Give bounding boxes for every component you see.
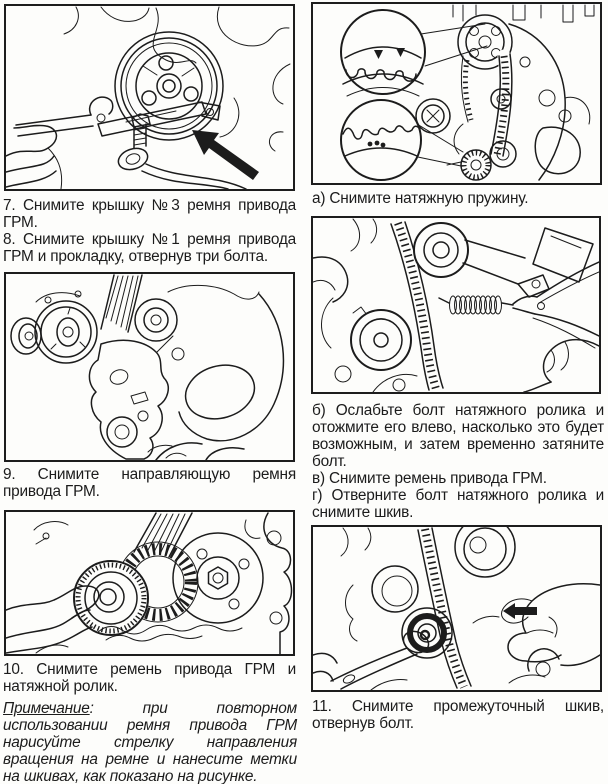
black-arrow-icon (192, 130, 259, 180)
step-g-text: г) Отверните болт натяжного ролика и снимите шкив. (312, 487, 604, 521)
timing-belt-match-marks-illustration (313, 4, 600, 183)
pliers (513, 262, 599, 348)
step-a (312, 190, 604, 207)
step-b-text: б) Ослабьте болт натяжного ролика и отожмите его влево, насколько это будет возможным, и затем временно затяните болт. (312, 402, 604, 470)
timing-belt-guide-removal-illustration (6, 512, 293, 654)
note-label: Примечание (3, 700, 90, 717)
match-mark-dot-2 (375, 141, 380, 146)
step-10 (3, 661, 296, 695)
lower-pulley (351, 310, 411, 370)
wrench (331, 627, 432, 689)
timing-belt-cover-removal-illustration (6, 274, 293, 460)
mechanic-hand (6, 125, 62, 189)
step-10-text: 10. Снимите ремень привода ГРМ и натяжной ролик. (3, 661, 296, 695)
hand-below (148, 443, 244, 460)
step-9-text: 9. Снимите направляющую ремня привода ГРМ. (3, 466, 296, 500)
tensioner-pulley (414, 223, 549, 297)
figure-match-marks (311, 2, 602, 185)
upper-pulley (455, 527, 515, 577)
step-11 (312, 698, 604, 732)
left-ring (372, 566, 418, 612)
figure-tension-spring (311, 216, 601, 394)
step-7-text: 7. Снимите крышку №3 ремня привода ГРМ. (3, 197, 296, 231)
black-arrow-icon (503, 603, 537, 619)
figure-crank-pulley-tool (4, 4, 295, 191)
idler (135, 299, 177, 341)
callout-bottom (341, 100, 463, 180)
note-block (3, 700, 297, 784)
engine-silhouette (453, 5, 594, 180)
figure-belt-guide (4, 510, 295, 656)
step-8-text: 8. Снимите крышку №1 ремня привода ГРМ и прокладку, отвернув три болта. (3, 231, 296, 265)
tension-spring-removal-illustration (313, 218, 599, 392)
match-mark-dot-3 (381, 143, 386, 148)
background (313, 528, 407, 690)
background-right-plate (533, 228, 593, 282)
tension-spring (439, 296, 513, 314)
mechanic-hand (473, 584, 600, 666)
steps-7-8 (3, 197, 296, 265)
engine-background-lines (64, 7, 290, 151)
step-v-text: в) Снимите ремень привода ГРМ. (312, 470, 547, 487)
engine-outline (245, 513, 292, 654)
belt-cover (89, 340, 168, 459)
top-left-bracket (34, 522, 68, 544)
steps-b-v-g (312, 402, 604, 521)
belt-guide-washer (74, 561, 148, 635)
note-text (3, 700, 297, 784)
pulleys (11, 301, 97, 363)
step-9 (3, 466, 296, 500)
step-a-text: а) Снимите натяжную пружину. (312, 190, 529, 207)
note-body: : при повторном использовании ремня привода ГРМ нарисуйте стрелку направления вращения на ремне и нанесите метки на шкивах, как показано на рисунке. (3, 700, 297, 784)
idler-pulley-unbolting-illustration (313, 527, 600, 690)
engine-body (157, 285, 283, 440)
lower-right-pulley (509, 649, 559, 683)
step-11-text: 11. Снимите промежуточный шкив, отвернув болт. (312, 698, 604, 732)
figure-idler-pulley (311, 525, 602, 692)
figure-cover-removal (4, 272, 295, 462)
crankshaft-pulley-holding-tool-illustration (6, 6, 293, 189)
crankshaft-pulley (115, 32, 223, 140)
match-mark-dot-1 (368, 142, 373, 147)
